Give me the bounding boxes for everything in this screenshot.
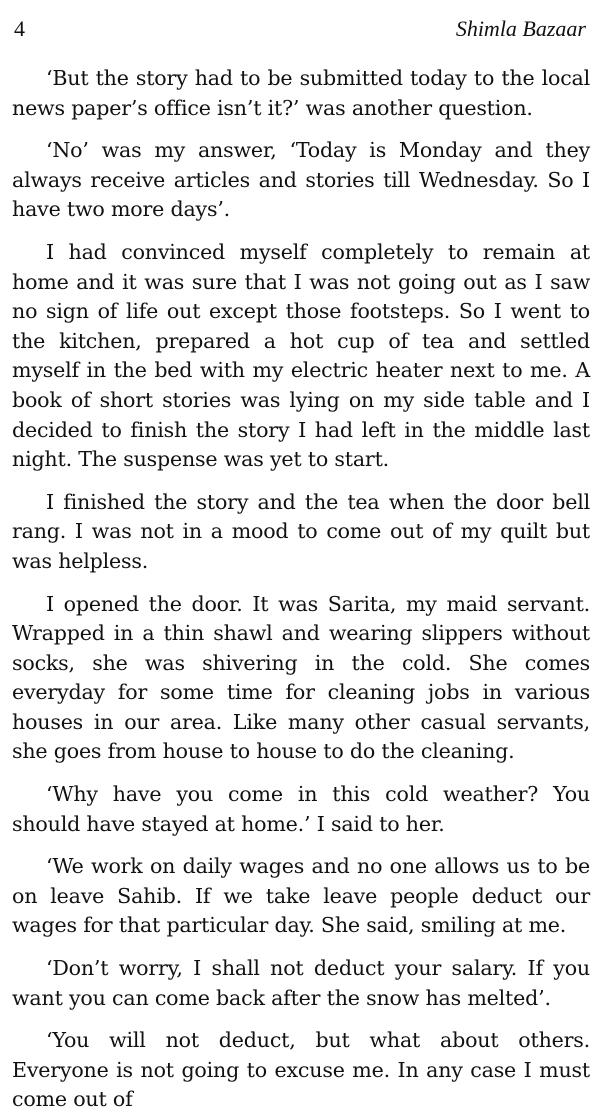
paragraph: ‘But the story had to be submitted today to the local news paper’s office isn’t it?’ was another question. xyxy=(12,66,590,120)
running-head xyxy=(12,10,590,44)
paragraph: ‘No’ was my answer, ‘Today is Monday and they always receive articles and stories till Wednesday. So I have two more days’. xyxy=(12,138,590,222)
paragraph: ‘You will not deduct, but what about others. Everyone is not going to excuse me. In any case I must come out of xyxy=(12,1028,590,1112)
page-number: 4 xyxy=(14,16,25,41)
paragraph: I had convinced myself completely to remain at home and it was sure that I was not going out as I saw no sign of life out except those footsteps. So I went to the kitchen, prepared a hot cup of tea and settled myself in the bed with my electric heater next to me. A book of short stories was lying on my side table and I decided to finish the story I had left in the middle last night. The suspense was yet to start. xyxy=(12,239,590,472)
paragraph: ‘Why have you come in this cold weather? You should have stayed at home.’ I said to her. xyxy=(12,782,590,836)
body-text xyxy=(12,64,590,1115)
paragraph: I opened the door. It was Sarita, my maid servant. Wrapped in a thin shawl and wearing slippers without socks, she was shivering in the cold. She comes everyday for some time for cleaning jobs in various houses in our area. Like many other casual servants, she goes from house to house to do the cleaning. xyxy=(12,591,590,764)
paragraph: I finished the story and the tea when the door bell rang. I was not in a mood to come out of my quilt but was helpless. xyxy=(12,489,590,573)
running-title: Shimla Bazaar xyxy=(455,16,586,41)
paragraph: ‘We work on daily wages and no one allows us to be on leave Sahib. If we take leave people deduct our wages for that particular day. She said, smiling at me. xyxy=(12,854,590,938)
paragraph: ‘Don’t worry, I shall not deduct your salary. If you want you can come back after the snow has melted’. xyxy=(12,956,590,1010)
